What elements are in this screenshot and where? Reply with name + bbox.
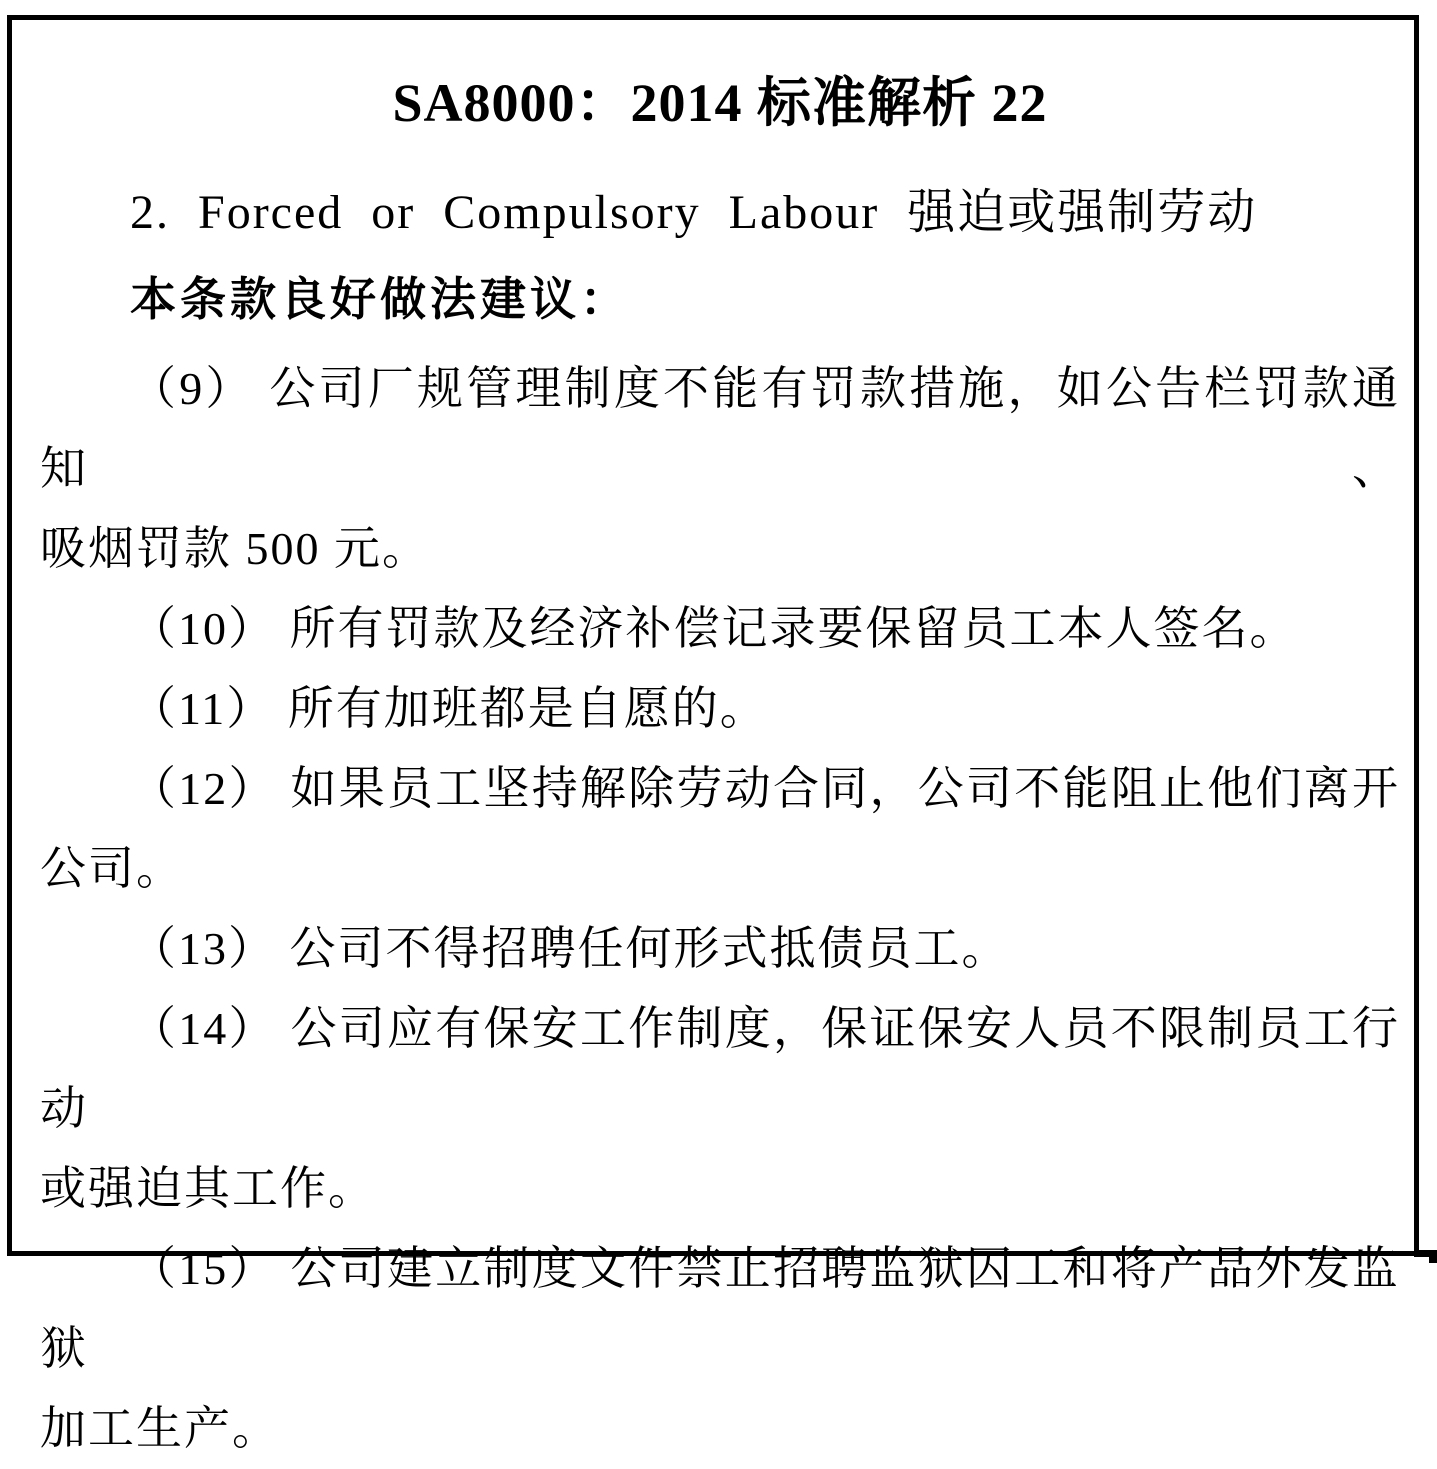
scan-artifact-corner-nub bbox=[1429, 1250, 1437, 1263]
body-line: （14） 公司应有保安工作制度，保证保安人员不限制员工行动 bbox=[40, 1003, 1400, 1134]
body-text bbox=[40, 349, 1400, 1469]
body-line: 公司。 bbox=[40, 843, 184, 894]
body-line: 吸烟罚款 500 元。 bbox=[40, 523, 430, 574]
body-line: （13） 公司不得招聘任何形式抵债员工。 bbox=[130, 923, 1010, 974]
body-line: （12） 如果员工坚持解除劳动合同，公司不能阻止他们离开 bbox=[130, 763, 1400, 814]
body-line: 或强迫其工作。 bbox=[40, 1163, 376, 1214]
body-line: （9） 公司厂规管理制度不能有罚款措施，如公告栏罚款通知、 bbox=[40, 363, 1400, 494]
page-frame bbox=[7, 15, 1419, 1454]
section-heading: 2. Forced or Compulsory Labour 强迫或强制劳动 bbox=[130, 186, 1258, 239]
body-line: （11） 所有加班都是自愿的。 bbox=[130, 683, 768, 734]
document-title: SA8000：2014 标准解析 22 bbox=[392, 73, 1048, 133]
body-line: （10） 所有罚款及经济补偿记录要保留员工本人签名。 bbox=[130, 603, 1298, 654]
body-line: （15） 公司建立制度文件禁止招聘监狱囚工和将产品外发监狱 bbox=[40, 1243, 1400, 1374]
good-practice-subheading: 本条款良好做法建议： bbox=[130, 273, 630, 325]
body-line: 加工生产。 bbox=[40, 1403, 280, 1454]
